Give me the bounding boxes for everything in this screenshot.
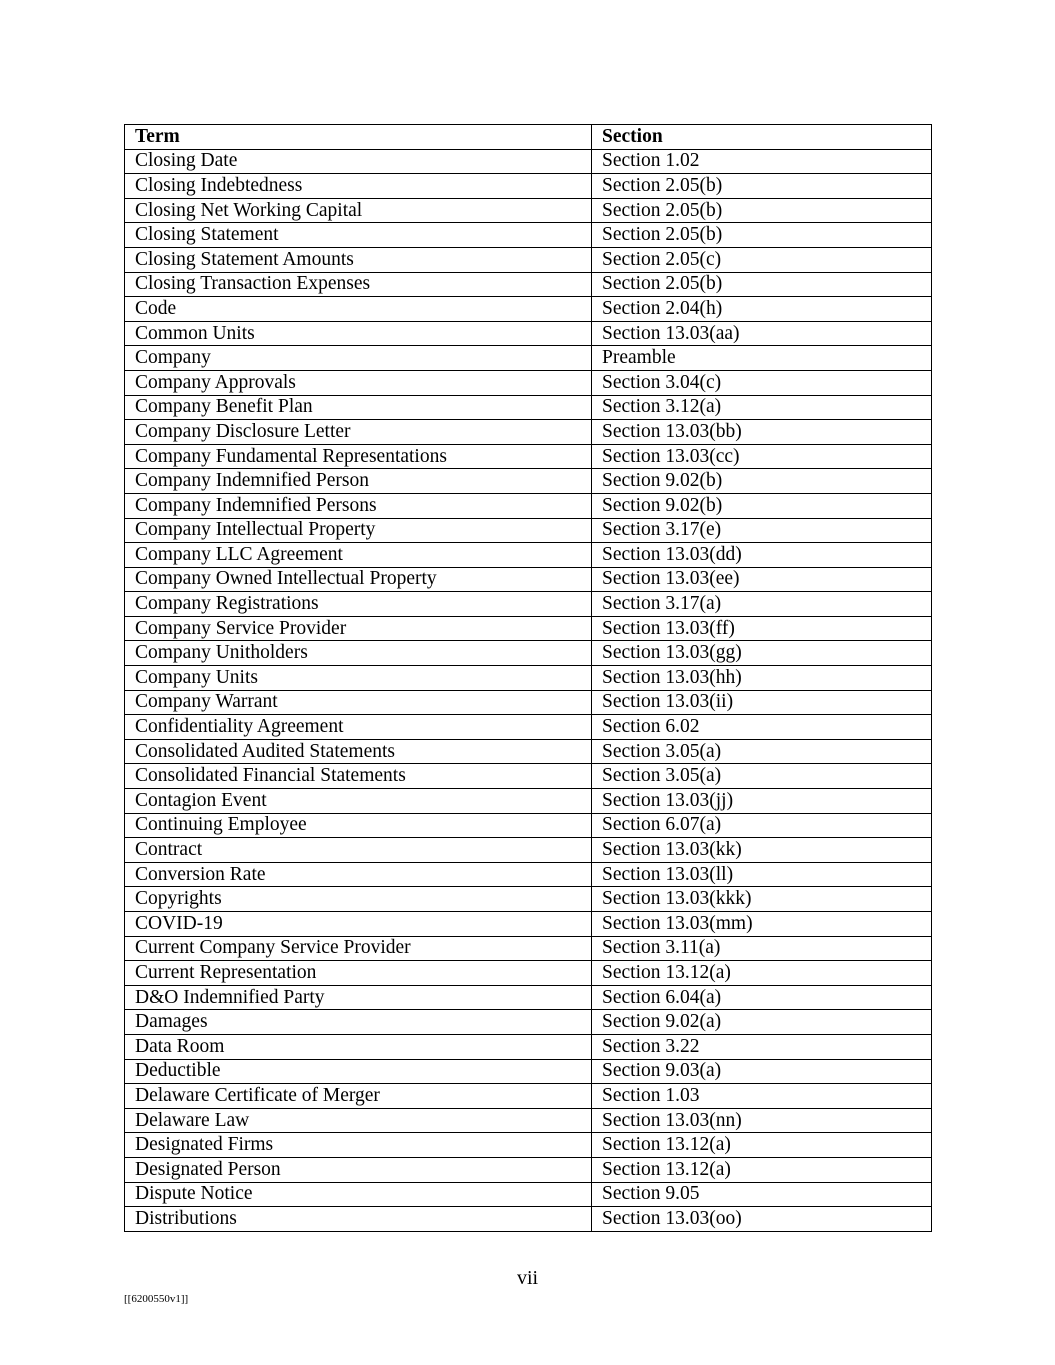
section-cell: Section 3.05(a) xyxy=(592,764,932,789)
section-cell: Section 3.12(a) xyxy=(592,395,932,420)
section-cell: Section 13.03(nn) xyxy=(592,1108,932,1133)
section-cell: Section 2.05(b) xyxy=(592,174,932,199)
term-cell: Company Approvals xyxy=(125,370,592,395)
term-cell: Company Service Provider xyxy=(125,616,592,641)
term-cell: Closing Indebtedness xyxy=(125,174,592,199)
section-cell: Section 6.04(a) xyxy=(592,985,932,1010)
term-cell: Delaware Certificate of Merger xyxy=(125,1084,592,1109)
term-cell: Company LLC Agreement xyxy=(125,543,592,568)
table-row xyxy=(125,444,932,469)
section-cell: Section 9.02(b) xyxy=(592,469,932,494)
definitions-table xyxy=(124,124,932,1232)
term-cell: Company Intellectual Property xyxy=(125,518,592,543)
table-row xyxy=(125,149,932,174)
section-cell: Section 9.02(a) xyxy=(592,1010,932,1035)
section-cell: Section 13.03(jj) xyxy=(592,789,932,814)
header-term: Term xyxy=(125,125,592,150)
table-row xyxy=(125,493,932,518)
term-cell: Damages xyxy=(125,1010,592,1035)
section-cell: Section 1.02 xyxy=(592,149,932,174)
term-cell: Company Warrant xyxy=(125,690,592,715)
table-row xyxy=(125,370,932,395)
table-row xyxy=(125,1108,932,1133)
table-row xyxy=(125,764,932,789)
term-cell: Dispute Notice xyxy=(125,1182,592,1207)
section-cell: Section 13.03(gg) xyxy=(592,641,932,666)
section-cell: Section 3.05(a) xyxy=(592,739,932,764)
term-cell: Common Units xyxy=(125,321,592,346)
section-cell: Section 13.03(cc) xyxy=(592,444,932,469)
table-row xyxy=(125,1207,932,1232)
section-cell: Section 6.07(a) xyxy=(592,813,932,838)
term-cell: Closing Statement xyxy=(125,223,592,248)
term-cell: Closing Transaction Expenses xyxy=(125,272,592,297)
section-cell: Section 13.03(ee) xyxy=(592,567,932,592)
term-cell: Data Room xyxy=(125,1034,592,1059)
term-cell: Conversion Rate xyxy=(125,862,592,887)
table-header-row xyxy=(125,125,932,150)
section-cell: Section 13.12(a) xyxy=(592,1157,932,1182)
table-row xyxy=(125,1182,932,1207)
term-cell: Company Indemnified Person xyxy=(125,469,592,494)
table-row xyxy=(125,469,932,494)
term-cell: Closing Statement Amounts xyxy=(125,247,592,272)
table-row xyxy=(125,666,932,691)
table-row xyxy=(125,346,932,371)
table-row xyxy=(125,641,932,666)
section-cell: Section 13.03(hh) xyxy=(592,666,932,691)
term-cell: Company Owned Intellectual Property xyxy=(125,567,592,592)
term-cell: Code xyxy=(125,297,592,322)
term-cell: Confidentiality Agreement xyxy=(125,715,592,740)
section-cell: Section 2.05(b) xyxy=(592,198,932,223)
section-cell: Section 1.03 xyxy=(592,1084,932,1109)
section-cell: Preamble xyxy=(592,346,932,371)
section-cell: Section 13.03(kkk) xyxy=(592,887,932,912)
table-row xyxy=(125,1084,932,1109)
table-row xyxy=(125,887,932,912)
term-cell: Company Benefit Plan xyxy=(125,395,592,420)
term-cell: Deductible xyxy=(125,1059,592,1084)
table-row xyxy=(125,1157,932,1182)
term-cell: Current Company Service Provider xyxy=(125,936,592,961)
table-row xyxy=(125,1034,932,1059)
term-cell: Company Unitholders xyxy=(125,641,592,666)
term-cell: Contract xyxy=(125,838,592,863)
term-cell: Consolidated Audited Statements xyxy=(125,739,592,764)
table-row xyxy=(125,912,932,937)
table-row xyxy=(125,223,932,248)
term-cell: Copyrights xyxy=(125,887,592,912)
table-row xyxy=(125,297,932,322)
section-cell: Section 9.03(a) xyxy=(592,1059,932,1084)
term-cell: Delaware Law xyxy=(125,1108,592,1133)
table-row xyxy=(125,1059,932,1084)
section-cell: Section 13.12(a) xyxy=(592,1133,932,1158)
table-row xyxy=(125,789,932,814)
term-cell: COVID-19 xyxy=(125,912,592,937)
term-cell: Company Fundamental Representations xyxy=(125,444,592,469)
section-cell: Section 3.17(e) xyxy=(592,518,932,543)
term-cell: Closing Date xyxy=(125,149,592,174)
section-cell: Section 9.05 xyxy=(592,1182,932,1207)
term-cell: Company Disclosure Letter xyxy=(125,420,592,445)
section-cell: Section 13.12(a) xyxy=(592,961,932,986)
header-section: Section xyxy=(592,125,932,150)
table-row xyxy=(125,321,932,346)
section-cell: Section 13.03(bb) xyxy=(592,420,932,445)
term-cell: Designated Firms xyxy=(125,1133,592,1158)
term-cell: Consolidated Financial Statements xyxy=(125,764,592,789)
table-row xyxy=(125,567,932,592)
table-row xyxy=(125,395,932,420)
section-cell: Section 2.05(b) xyxy=(592,223,932,248)
section-cell: Section 13.03(aa) xyxy=(592,321,932,346)
term-cell: D&O Indemnified Party xyxy=(125,985,592,1010)
section-cell: Section 13.03(oo) xyxy=(592,1207,932,1232)
table-row xyxy=(125,247,932,272)
table-row xyxy=(125,961,932,986)
term-cell: Company xyxy=(125,346,592,371)
table-row xyxy=(125,813,932,838)
term-cell: Closing Net Working Capital xyxy=(125,198,592,223)
table-row xyxy=(125,862,932,887)
table-body xyxy=(125,149,932,1231)
table-row xyxy=(125,272,932,297)
section-cell: Section 13.03(kk) xyxy=(592,838,932,863)
table-row xyxy=(125,936,932,961)
section-cell: Section 13.03(dd) xyxy=(592,543,932,568)
table-row xyxy=(125,198,932,223)
section-cell: Section 3.11(a) xyxy=(592,936,932,961)
section-cell: Section 6.02 xyxy=(592,715,932,740)
table-row xyxy=(125,739,932,764)
table-row xyxy=(125,518,932,543)
table-row xyxy=(125,420,932,445)
page-number: vii xyxy=(516,1267,539,1289)
term-cell: Continuing Employee xyxy=(125,813,592,838)
section-cell: Section 9.02(b) xyxy=(592,493,932,518)
section-cell: Section 3.17(a) xyxy=(592,592,932,617)
table-row xyxy=(125,1010,932,1035)
table-row xyxy=(125,592,932,617)
document-id: [[6200550v1]] xyxy=(124,1293,189,1305)
table-row xyxy=(125,715,932,740)
term-cell: Company Indemnified Persons xyxy=(125,493,592,518)
term-cell: Company Registrations xyxy=(125,592,592,617)
section-cell: Section 13.03(mm) xyxy=(592,912,932,937)
term-cell: Company Units xyxy=(125,666,592,691)
section-cell: Section 3.04(c) xyxy=(592,370,932,395)
section-cell: Section 13.03(ll) xyxy=(592,862,932,887)
table-row xyxy=(125,174,932,199)
table-row xyxy=(125,616,932,641)
table-row xyxy=(125,985,932,1010)
table-row xyxy=(125,1133,932,1158)
section-cell: Section 13.03(ff) xyxy=(592,616,932,641)
section-cell: Section 13.03(ii) xyxy=(592,690,932,715)
term-cell: Designated Person xyxy=(125,1157,592,1182)
section-cell: Section 2.05(c) xyxy=(592,247,932,272)
table-row xyxy=(125,838,932,863)
table-row xyxy=(125,543,932,568)
section-cell: Section 3.22 xyxy=(592,1034,932,1059)
section-cell: Section 2.05(b) xyxy=(592,272,932,297)
section-cell: Section 2.04(h) xyxy=(592,297,932,322)
term-cell: Current Representation xyxy=(125,961,592,986)
term-cell: Distributions xyxy=(125,1207,592,1232)
table-row xyxy=(125,690,932,715)
term-cell: Contagion Event xyxy=(125,789,592,814)
